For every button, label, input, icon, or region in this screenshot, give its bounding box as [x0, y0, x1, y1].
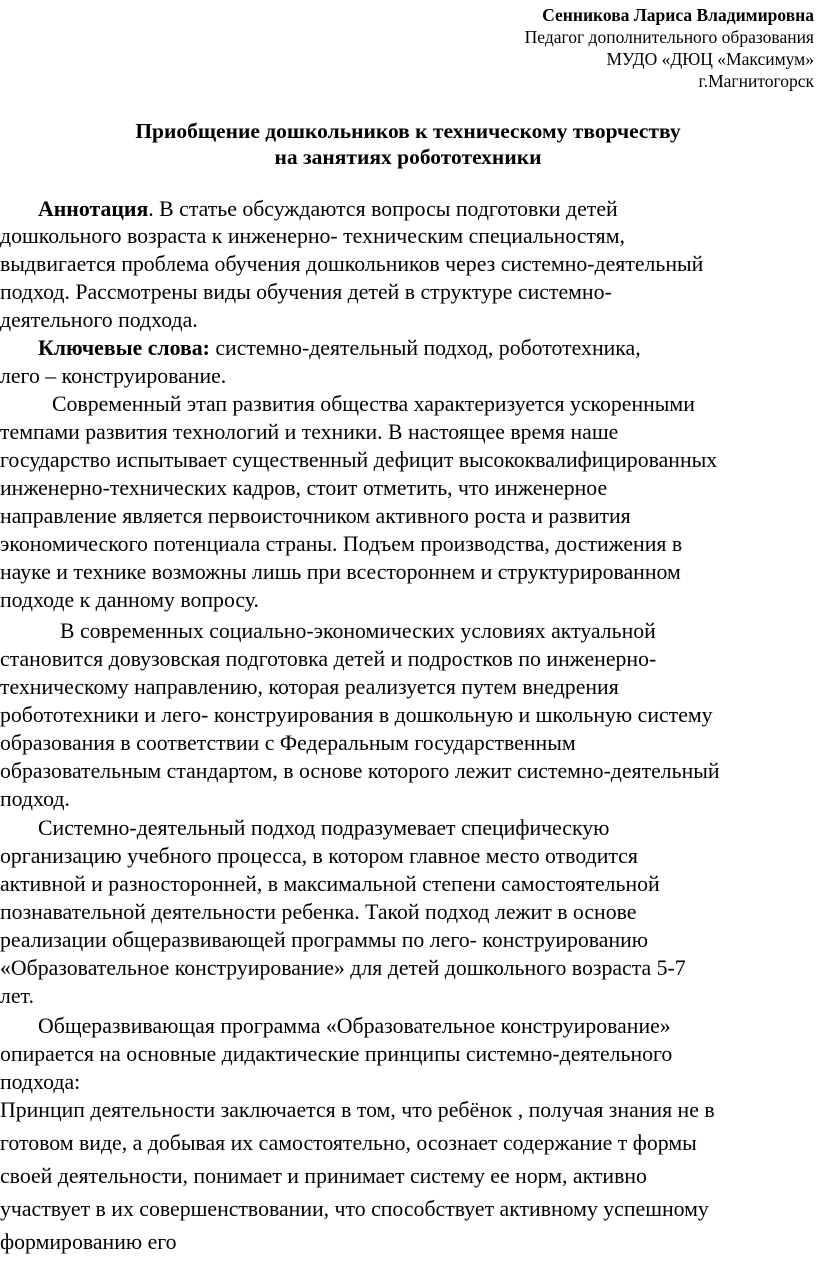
- body-line: экономического потенциала страны. Подъем производства, достижения в: [0, 532, 683, 556]
- title-line: Приобщение дошкольников к техническому творчеству: [135, 119, 681, 143]
- body-line: выдвигается проблема обучения дошкольников через системно-деятельный: [0, 252, 704, 276]
- body-line: науке и технике возможны лишь при всестороннем и структурированном: [0, 560, 681, 584]
- annotation-line: Аннотация. В статье обсуждаются вопросы подготовки детей: [38, 197, 618, 221]
- body-line: темпами развития технологий и техники. В настоящее время наше: [0, 420, 619, 444]
- body-line: лет.: [0, 984, 34, 1008]
- body-line: робототехники и лего- конструирования в дошкольную и школьную систему: [0, 703, 713, 727]
- body-line: направление является первоисточником активного роста и развития: [0, 504, 631, 528]
- body-line: подход. Рассмотрены виды обучения детей в структуре системно-: [0, 280, 612, 304]
- body-line: государство испытывает существенный дефицит высококвалифицированных: [0, 448, 718, 472]
- body-line: становится довузовская подготовка детей и подростков по инженерно-: [0, 647, 657, 671]
- body-line: деятельного подхода.: [0, 308, 198, 332]
- body-line: дошкольного возраста к инженерно- техническим специальностям,: [0, 224, 625, 248]
- body-line: организацию учебного процесса, в котором главное место отводится: [0, 844, 638, 868]
- annotation-label: Аннотация: [38, 197, 149, 221]
- body-line: опирается на основные дидактические принципы системно-деятельного: [0, 1042, 673, 1066]
- paragraph-start: В современных социально-экономических условиях актуальной: [60, 619, 656, 643]
- body-line: готовом виде, а добывая их самостоятельно, осознает содержание т формы: [0, 1131, 697, 1155]
- body-line: подход.: [0, 787, 70, 811]
- body-line: лего – конструирование.: [0, 364, 227, 388]
- body-line: образования в соответствии с Федеральным государственным: [0, 731, 576, 755]
- title-line: на занятиях робототехники: [274, 145, 542, 169]
- body-line: инженерно-технических кадров, стоит отметить, что инженерное: [0, 476, 608, 500]
- body-line: подходе к данному вопросу.: [0, 588, 259, 612]
- author-organization: МУДО «ДЮЦ «Максимум»: [606, 49, 814, 69]
- body-line: познавательной деятельности ребенка. Такой подход лежит в основе: [0, 900, 637, 924]
- principle-line: Принцип деятельности заключается в том, что ребёнок , получая знания не в: [0, 1098, 715, 1122]
- body-line: «Образовательное конструирование» для детей дошкольного возраста 5-7: [0, 956, 686, 980]
- body-line: реализации общеразвивающей программы по лего- конструированию: [0, 928, 649, 952]
- body-line: формированию его: [0, 1230, 177, 1254]
- keywords-line: Ключевые слова: системно-деятельный подход, робототехника,: [38, 336, 641, 360]
- paragraph-start: Общеразвивающая программа «Образовательное конструирование»: [38, 1014, 671, 1038]
- body-line: участвует в их совершенствовании, что способствует активному успешному: [0, 1197, 709, 1221]
- author-name: Сенникова Лариса Владимировна: [542, 5, 814, 25]
- body-line: своей деятельности, понимает и принимает систему ее норм, активно: [0, 1164, 647, 1188]
- body-line: подхода:: [0, 1070, 81, 1094]
- paragraph-start: Современный этап развития общества характеризуется ускоренными: [52, 392, 695, 416]
- body-line: техническому направлению, которая реализуется путем внедрения: [0, 675, 619, 699]
- article-title: [0, 118, 816, 170]
- keywords-label: Ключевые слова:: [38, 336, 210, 360]
- author-position: Педагог дополнительного образования: [524, 27, 814, 47]
- author-city: г.Магнитогорск: [698, 71, 814, 91]
- body-line: активной и разносторонней, в максимальной степени самостоятельной: [0, 872, 660, 896]
- paragraph-start: Системно-деятельный подход подразумевает специфическую: [38, 816, 610, 840]
- author-block: [525, 4, 814, 92]
- body-line: образовательным стандартом, в основе которого лежит системно-деятельный: [0, 759, 720, 783]
